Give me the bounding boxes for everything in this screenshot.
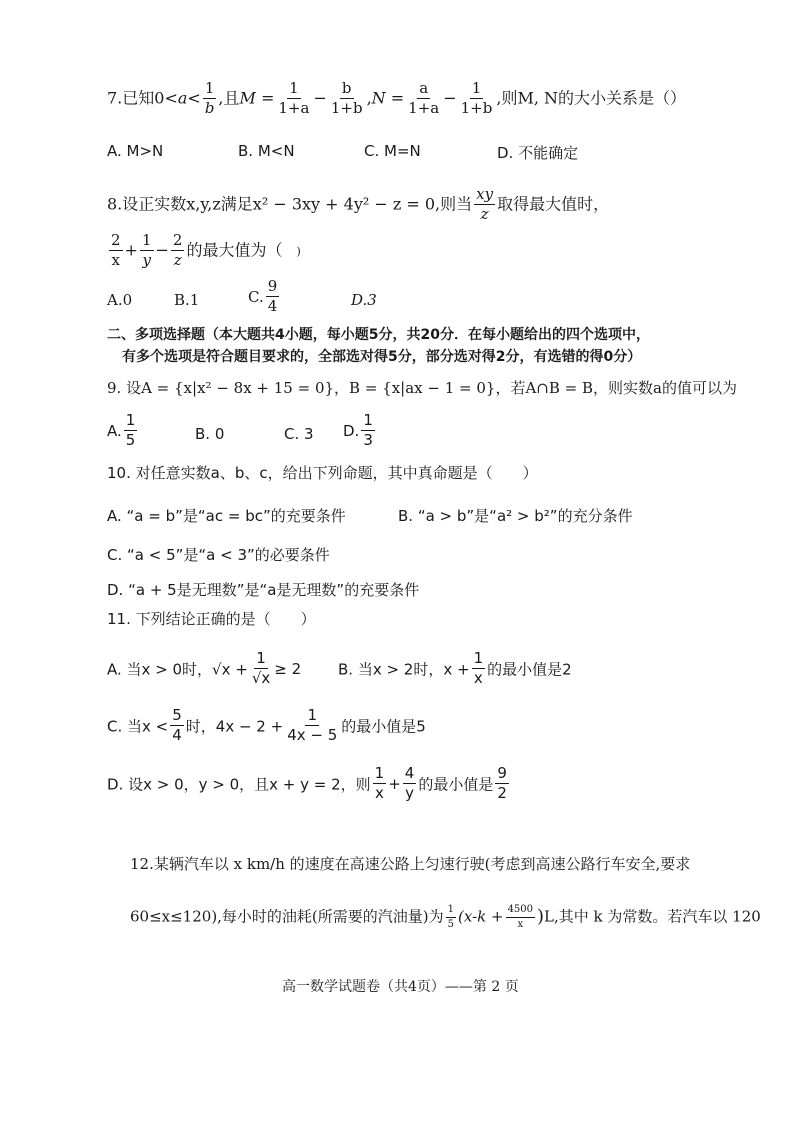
q11-option-a-pre: A. 当x > 0时，√x + — [107, 660, 248, 679]
q10-option-b: B. “a > b”是“a² > b²”的充分条件 — [398, 507, 633, 525]
q12-coef-den: 5 — [447, 918, 455, 930]
q11-option-c-frac2-den: 4x − 5 — [287, 726, 338, 745]
q11-option-d-frac-3 — [495, 765, 509, 803]
q11-option-b-frac — [472, 650, 486, 688]
q11-option-d-plus: + — [388, 774, 401, 793]
q8-expr-c — [171, 232, 185, 270]
q12-inner-den: x — [517, 918, 524, 930]
question-11: 11. 下列结论正确的是（ ） — [107, 610, 316, 628]
q7-frac4-den: 1+b — [460, 99, 493, 118]
q8-frac-num — [474, 186, 495, 205]
q11-option-c-mid: 时，4x − 2 + — [185, 717, 284, 736]
q8-frac-den — [479, 205, 491, 223]
q7-frac3-num: a — [417, 80, 430, 99]
section-2-header-line-1: 二、多项选择题（本大题共4小题，每小题5分，共20分．在每小题给出的四个选项中， — [107, 327, 650, 343]
q8-frac-num-text: xy — [476, 185, 494, 203]
q8-prefix: 8.设正实数x,y,z满足x² − 3xy + 4y² − z = 0,则当 — [107, 194, 473, 214]
q8-plus: + — [124, 240, 138, 260]
q8-option-c-frac — [266, 278, 280, 316]
q8-expr-a — [109, 232, 123, 270]
q10-option-c: C. “a < 5”是“a < 3”的必要条件 — [107, 546, 330, 564]
q7-frac0-den — [203, 99, 217, 117]
q8-suffix: 取得最大值时， — [497, 194, 610, 214]
question-9: 9. 设A = {x|x² − 8x + 15 = 0}，B = {x|ax − 1 = 0}，若A∩B = B，则实数a的值可以为 — [107, 379, 737, 397]
q7-minus: − — [313, 88, 327, 108]
q11-option-d — [107, 765, 511, 803]
question-12-line-1: 12.某辆汽车以 x km/h 的速度在高速公路上匀速行驶(考虑到高速公路行车安全,要求 — [130, 855, 691, 873]
q7-option-b: B. M<N — [238, 142, 295, 160]
q8-option-c-label: C. — [248, 287, 264, 306]
q7-suffix: ,则M, N的大小关系是（） — [496, 88, 687, 108]
q8-option-a: A.0 — [107, 291, 133, 309]
q10-option-d: D. “a + 5是无理数”是“a是无理数”的充要条件 — [107, 581, 420, 599]
q8-minus: − — [155, 240, 169, 260]
q8-expr-a-num: 2 — [109, 232, 123, 251]
q11-option-d-frac1-num: 1 — [373, 765, 387, 784]
q7-frac3-den: 1+a — [408, 99, 440, 118]
q7-frac2-num: b — [340, 80, 354, 99]
q7-frac-2 — [329, 80, 365, 118]
q11-option-d-frac-2 — [403, 765, 417, 803]
q11-option-c-frac1-den: 4 — [172, 726, 182, 745]
q11-option-d-frac2-num: 4 — [403, 765, 417, 784]
q12-inner-frac — [506, 904, 535, 930]
q7-b-var: b — [204, 99, 215, 118]
q11-option-a-post: ≥ 2 — [274, 659, 302, 678]
section-2-header-line-2: 有多个选项是符合题目要求的，全部选对得5分，部分选对得2分，有选错的得0分） — [122, 349, 642, 365]
q11-option-d-frac3-num: 9 — [495, 765, 509, 784]
q11-option-d-frac3-den: 2 — [497, 784, 507, 803]
q7-frac-4 — [459, 80, 495, 118]
q9-option-d-frac — [361, 412, 375, 450]
q11-option-a-den: √x — [251, 669, 271, 688]
q11-option-c-frac2-num: 1 — [305, 707, 319, 726]
q8-expr-c-den — [172, 251, 184, 269]
q8-expr-b-den — [140, 251, 152, 269]
q12-coef-frac — [446, 904, 456, 930]
q7-prefix: 7.已知0< — [107, 88, 178, 108]
q8-frac-xy-z — [474, 186, 495, 224]
q11-option-c-frac-1 — [170, 707, 184, 745]
q7-a-var: a — [177, 88, 188, 108]
q8-expr-b-num: 1 — [140, 232, 154, 251]
q7-frac-3 — [406, 80, 441, 118]
q12-line2-pre: 60≤x≤120),每小时的油耗(所需要的汽油量)为 — [130, 907, 444, 926]
q7-mid2: , — [366, 88, 372, 108]
q10-option-a: A. “a = b”是“ac = bc”的充要条件 — [107, 507, 346, 525]
question-10: 10. 对任意实数a、b、c，给出下列命题，其中真命题是（ ） — [107, 464, 538, 482]
q9-option-b: B. 0 — [195, 425, 225, 443]
q11-option-c-post: 的最小值是5 — [341, 717, 426, 736]
q12-coef-num: 1 — [446, 904, 456, 918]
q11-option-c-frac1-num: 5 — [170, 707, 184, 726]
q11-option-c — [107, 707, 426, 745]
q12-line2-post: L,其中 k 为常数。若汽车以 120 — [544, 907, 761, 926]
q7-frac4-num: 1 — [470, 80, 484, 99]
q8-option-c-num: 9 — [266, 278, 280, 297]
q11-option-d-frac1-den: x — [374, 784, 384, 803]
q7-option-d: D. 不能确定 — [497, 144, 579, 162]
q9-option-c: C. 3 — [284, 425, 314, 443]
q9-option-d-label: D. — [343, 421, 360, 440]
q9-option-a-frac — [124, 412, 138, 450]
question-8-line-1 — [107, 186, 609, 224]
q7-frac1-den: 1+a — [278, 99, 310, 118]
q8-close-paren: ) — [296, 245, 301, 259]
q11-option-b-num: 1 — [472, 650, 486, 669]
q9-option-d-den: 3 — [363, 431, 373, 450]
q7-option-a: A. M>N — [107, 142, 164, 160]
q11-option-b — [338, 650, 572, 688]
q8-option-d — [351, 291, 377, 309]
q8-option-d-text: D.3 — [351, 291, 377, 309]
q11-option-b-post: 的最小值是2 — [487, 660, 572, 679]
q8-option-c — [248, 278, 281, 316]
q8-option-b: B.1 — [174, 291, 200, 309]
q7-n-eq: N = — [371, 88, 405, 108]
q9-option-d-num: 1 — [361, 412, 375, 431]
q11-option-c-frac-2 — [285, 707, 339, 745]
q11-option-d-pre: D. 设x > 0，y > 0，且x + y = 2，则 — [107, 775, 371, 794]
page-footer: 高一数学试题卷（共4页）——第 2 页 — [282, 979, 519, 995]
q7-option-c: C. M=N — [364, 142, 421, 160]
q8-line2-suffix: 的最大值为（ — [186, 240, 283, 260]
q7-mid1: ,且 — [218, 88, 240, 108]
q8-frac-den-text: z — [480, 205, 489, 224]
q9-option-d — [343, 412, 377, 450]
question-7 — [107, 80, 686, 118]
q7-frac-1-over-b — [203, 80, 217, 118]
q11-option-c-pre: C. 当x < — [107, 717, 169, 736]
q7-lt: < — [187, 88, 201, 108]
q12-paren-close: ) — [537, 906, 545, 927]
q8-expr-a-den: x — [111, 251, 120, 270]
question-12-line-2 — [130, 904, 761, 930]
q12-inner-num: 4500 — [506, 904, 535, 918]
q8-expr-b-den-text: y — [142, 251, 151, 270]
q11-option-a — [107, 650, 301, 688]
q11-option-d-frac2-den: y — [405, 784, 414, 803]
question-8-line-2 — [107, 232, 301, 270]
q11-option-b-den: x — [473, 669, 483, 688]
q7-frac-1 — [276, 80, 311, 118]
q9-option-a-label: A. — [107, 421, 122, 440]
q7-frac1-num: 1 — [287, 80, 301, 99]
q9-option-a — [107, 412, 139, 450]
q8-expr-b — [140, 232, 154, 270]
q11-option-d-frac-1 — [373, 765, 387, 803]
q9-option-a-num: 1 — [124, 412, 138, 431]
q7-frac0-num: 1 — [203, 80, 217, 99]
q11-option-d-mid: 的最小值是 — [418, 775, 494, 794]
q11-option-a-num: 1 — [254, 650, 268, 669]
q7-minus-2: − — [443, 88, 457, 108]
q8-expr-c-den-text: z — [173, 251, 182, 270]
q8-expr-c-num: 2 — [171, 232, 185, 251]
q9-option-a-den: 5 — [125, 431, 136, 450]
q7-m-eq: M = — [239, 88, 275, 108]
q11-option-a-frac — [250, 650, 272, 688]
q8-option-c-den: 4 — [267, 297, 278, 316]
q12-paren-open: (x-k + — [458, 907, 504, 926]
q7-frac2-den: 1+b — [330, 99, 363, 118]
q11-option-b-pre: B. 当x > 2时，x + — [338, 660, 470, 679]
